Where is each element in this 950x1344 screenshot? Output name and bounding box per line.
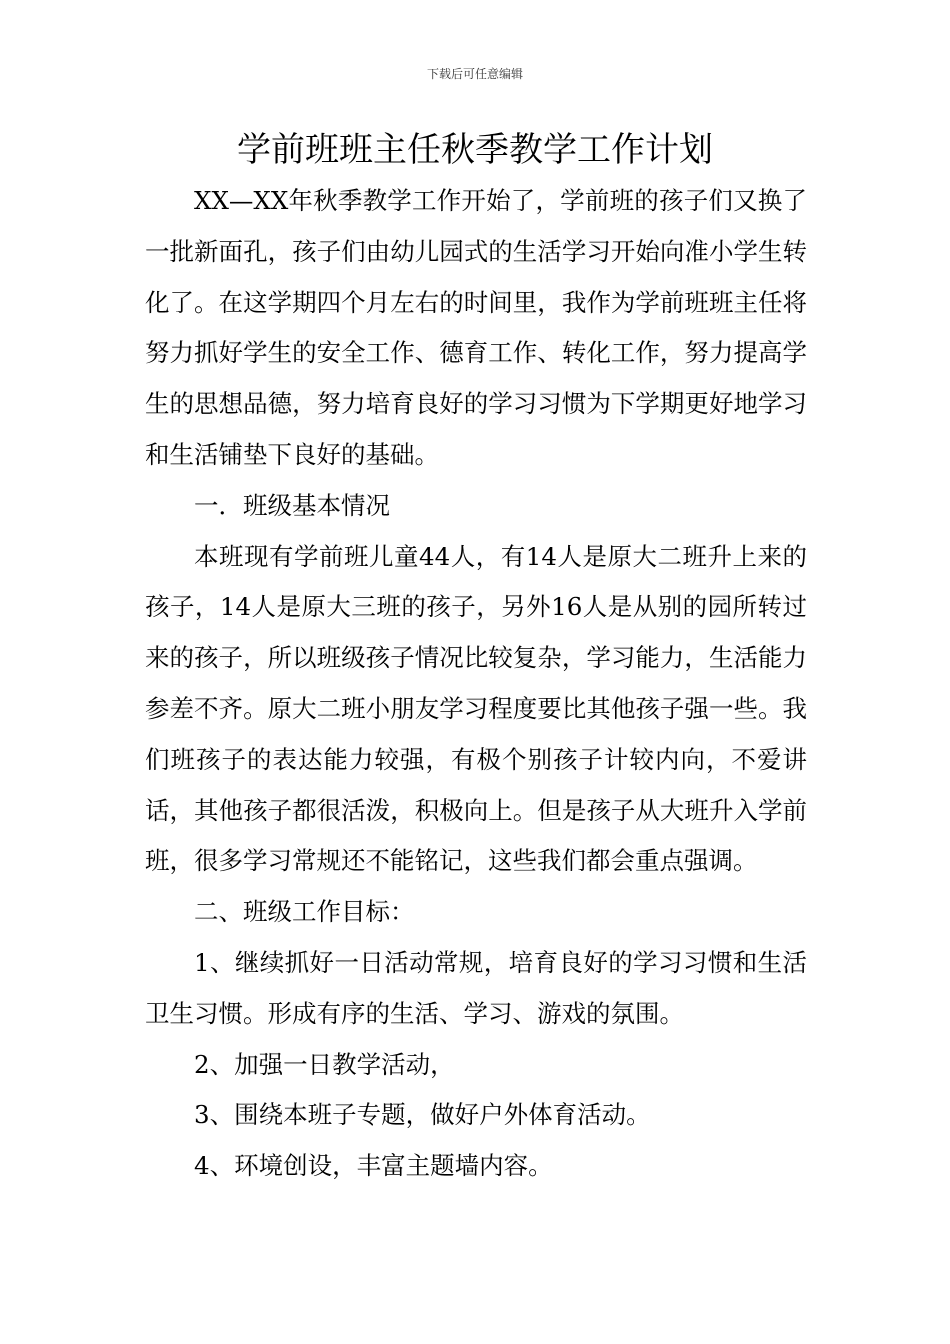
section-heading-class-situation: 一．班级基本情况: [194, 490, 390, 520]
document-body: [145, 176, 807, 1192]
goal-item-3: 3、围绕本班子专题，做好户外体育活动。: [194, 1100, 651, 1130]
goal-item-4: 4、环境创设，丰富主题墙内容。: [194, 1151, 553, 1181]
section-heading-work-goals: 二、班级工作目标：: [194, 897, 415, 927]
document-title: 学前班班主任秋季教学工作计划: [237, 130, 713, 170]
intro-paragraph: XX—XX年秋季教学工作开始了，学前班的孩子们又换了一批新面孔，孩子们由幼儿园式的生活学习开始向准小学生转化了。在这学期四个月左右的时间里，我作为学前班班主任将努力抓好学生的安全工作、德育工作、转化工作，努力提高学生的思想品德，努力培育良好的学习习惯为下学期更好地学习和生活铺垫下良好的基础。: [145, 186, 807, 469]
goal-item-2: 2、加强一日教学活动，: [194, 1049, 455, 1079]
header-note: 下载后可任意编辑: [426, 67, 523, 81]
class-situation-paragraph: 本班现有学前班儿童44人，有14人是原大二班升上来的孩子，14人是原大三班的孩子，另外16人是从别的园所转过来的孩子，所以班级孩子情况比较复杂，学习能力，生活能力参差不齐。原大二班小朋友学习程度要比其他孩子强一些。我们班孩子的表达能力较强，有极个别孩子计较内向，不爱讲话，其他孩子都很活泼，积极向上。但是孩子从大班升入学前班，很多学习常规还不能铭记，这些我们都会重点强调。: [145, 541, 807, 876]
goal-item-1: 1、继续抓好一日活动常规，培育良好的学习习惯和生活卫生习惯。形成有序的生活、学习、游戏的氛围。: [145, 947, 807, 1028]
